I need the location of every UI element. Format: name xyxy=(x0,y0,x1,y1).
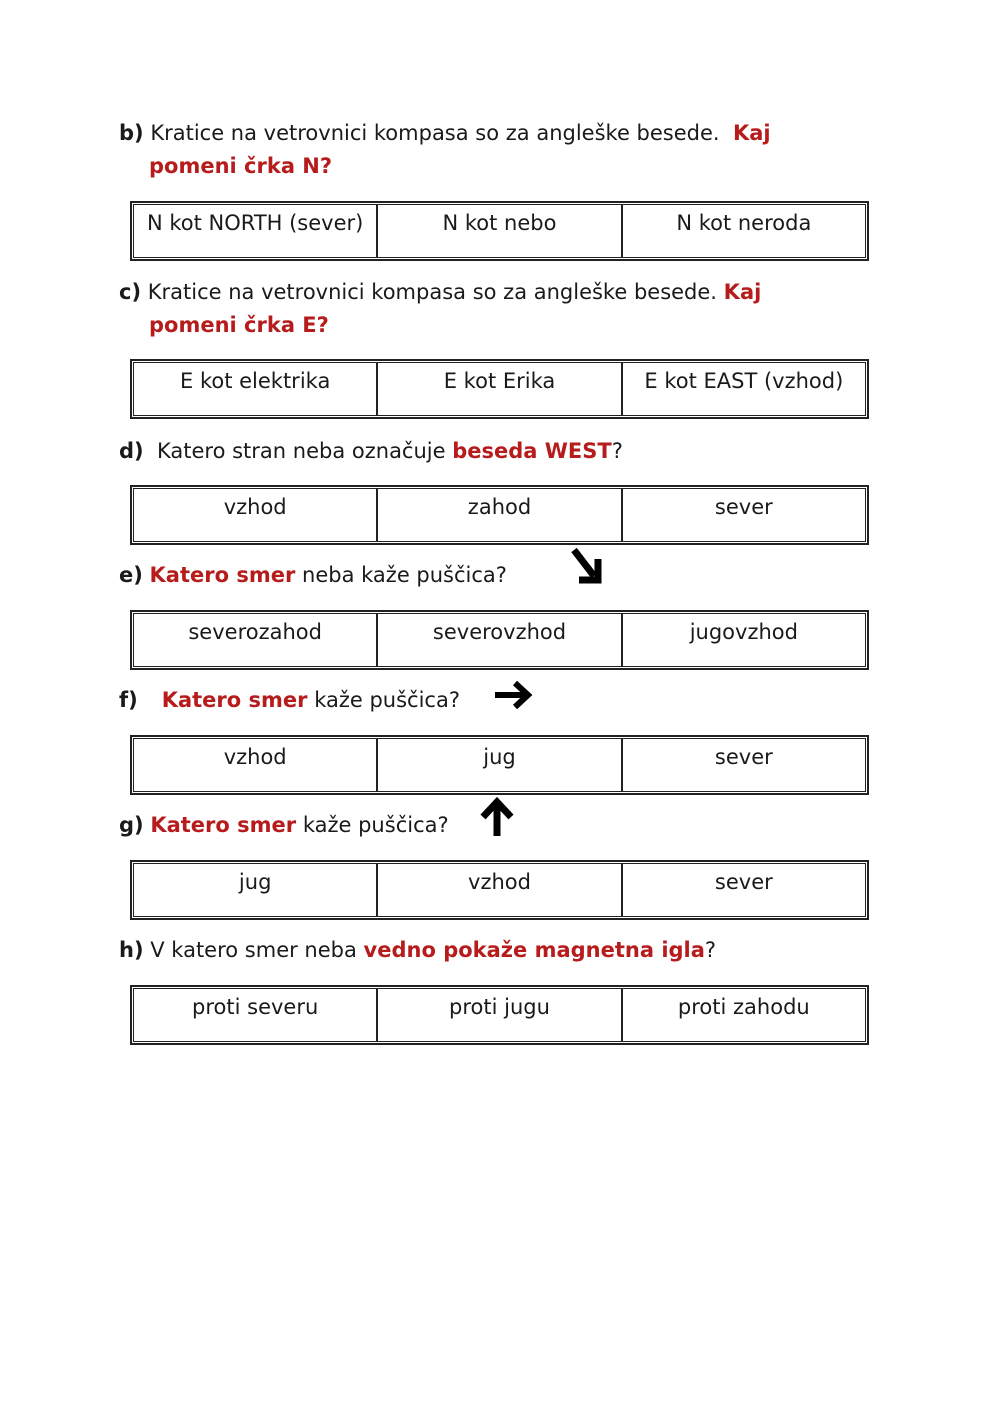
question-f xyxy=(119,684,460,717)
answer-option[interactable]: N kot neroda xyxy=(622,204,866,258)
answer-option[interactable]: E kot Erika xyxy=(377,362,621,416)
answer-option[interactable]: zahod xyxy=(377,488,621,542)
answer-option[interactable]: N kot NORTH (sever) xyxy=(133,204,377,258)
answer-table-b xyxy=(130,201,869,261)
question-e xyxy=(119,559,507,592)
question-text-end: ? xyxy=(704,938,717,962)
answer-option[interactable]: N kot nebo xyxy=(377,204,621,258)
question-text: Katero stran neba označuje xyxy=(157,439,446,463)
answer-option[interactable]: severozahod xyxy=(133,613,377,667)
question-highlight: Kaj xyxy=(723,280,762,304)
answer-option[interactable]: proti severu xyxy=(133,988,377,1042)
question-text-end: ? xyxy=(611,439,623,463)
question-highlight: Kaj xyxy=(732,121,771,145)
question-label: f) xyxy=(119,688,138,712)
arrow-right-icon xyxy=(493,679,535,711)
question-text: Kratice na vetrovnici kompasa so za angleške besede. xyxy=(150,121,720,145)
question-label: d) xyxy=(119,439,144,463)
answer-table-e xyxy=(130,610,869,670)
answer-option[interactable]: E kot EAST (vzhod) xyxy=(622,362,866,416)
question-highlight: vedno pokaže magnetna igla xyxy=(363,938,705,962)
answer-option[interactable]: jug xyxy=(377,738,621,792)
question-highlight: Katero smer xyxy=(150,813,297,837)
question-text: V katero smer neba xyxy=(150,938,357,962)
answer-option[interactable]: sever xyxy=(622,488,866,542)
question-highlight: beseda WEST xyxy=(452,439,612,463)
answer-option[interactable]: sever xyxy=(622,738,866,792)
question-text: neba kaže puščica? xyxy=(302,563,507,587)
question-text: kaže puščica? xyxy=(302,813,449,837)
answer-option[interactable]: proti jugu xyxy=(377,988,621,1042)
question-g xyxy=(119,809,449,842)
answer-option[interactable]: E kot elektrika xyxy=(133,362,377,416)
answer-option[interactable]: jugovzhod xyxy=(622,613,866,667)
question-label: b) xyxy=(119,121,144,145)
question-h xyxy=(119,934,716,967)
question-highlight: Katero smer xyxy=(149,563,296,587)
answer-table-d xyxy=(130,485,869,545)
question-b xyxy=(119,117,771,183)
question-highlight-continued: pomeni črka N? xyxy=(149,154,333,178)
arrow-down-right-icon xyxy=(568,546,604,586)
question-label: e) xyxy=(119,563,143,587)
answer-option[interactable]: jug xyxy=(133,863,377,917)
answer-table-c xyxy=(130,359,869,419)
answer-option[interactable]: vzhod xyxy=(133,488,377,542)
answer-option[interactable]: severovzhod xyxy=(377,613,621,667)
question-text: kaže puščica? xyxy=(314,688,460,712)
question-label: h) xyxy=(119,938,144,962)
answer-table-g xyxy=(130,860,869,920)
answer-table-f xyxy=(130,735,869,795)
question-text: Kratice na vetrovnici kompasa so za angleške besede. xyxy=(147,280,717,304)
answer-table-h xyxy=(130,985,869,1045)
answer-option[interactable]: sever xyxy=(622,863,866,917)
question-label: c) xyxy=(119,280,142,304)
answer-option[interactable]: proti zahodu xyxy=(622,988,866,1042)
arrow-up-icon xyxy=(478,796,516,838)
answer-option[interactable]: vzhod xyxy=(377,863,621,917)
question-d xyxy=(119,435,623,468)
answer-option[interactable]: vzhod xyxy=(133,738,377,792)
question-c xyxy=(119,276,761,342)
question-highlight-continued: pomeni črka E? xyxy=(149,313,329,337)
question-highlight: Katero smer xyxy=(161,688,308,712)
question-label: g) xyxy=(119,813,144,837)
